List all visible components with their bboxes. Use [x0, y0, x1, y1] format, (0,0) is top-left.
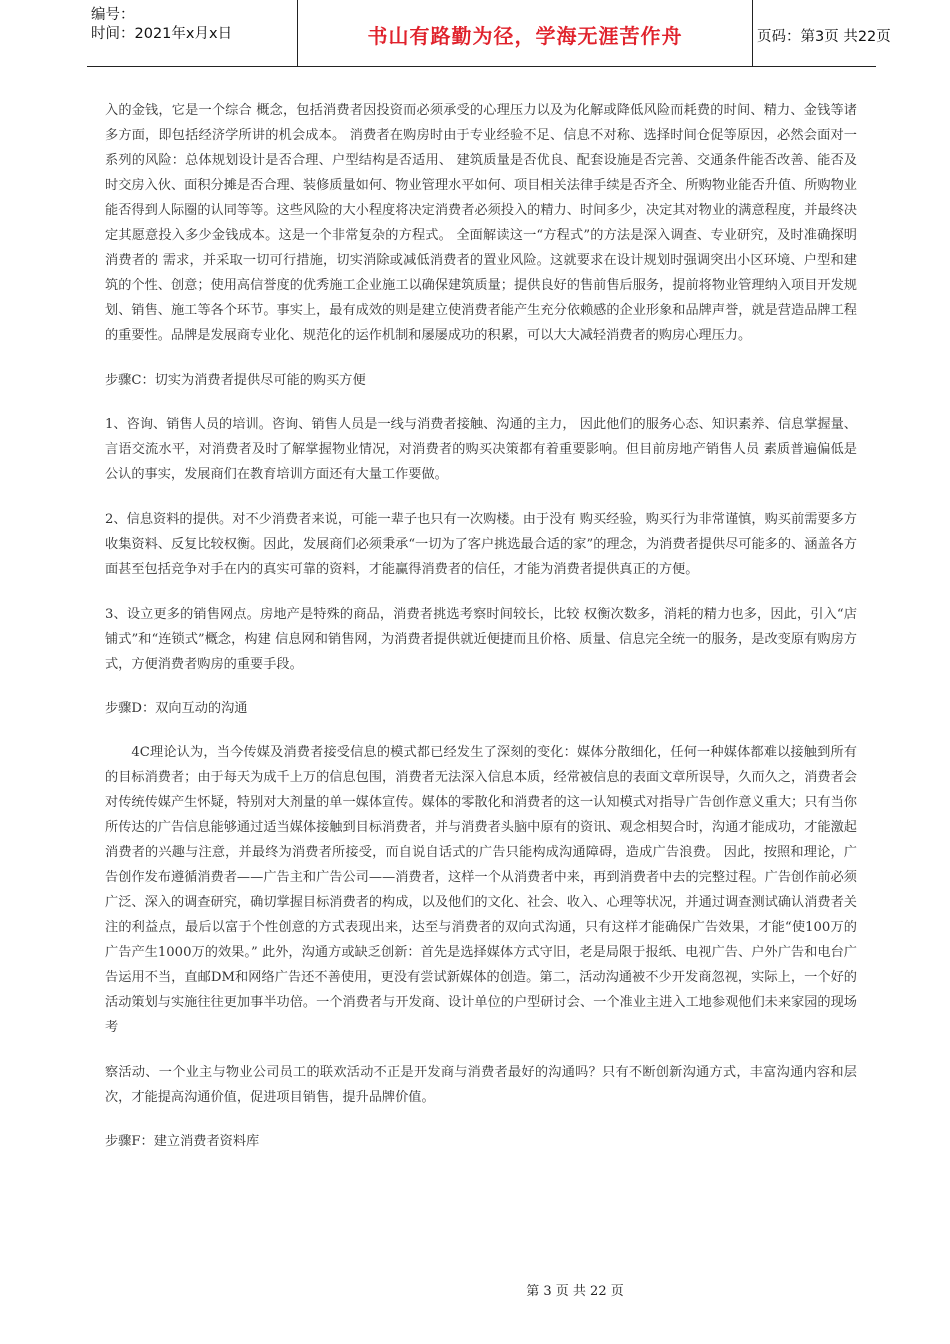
- body-paragraph: 2、信息资料的提供。对不少消费者来说，可能一辈子也只有一次购楼。由于没有 购买经验，购买行为非常谨慎，购买前需要多方收集资料、反复比较权衡。因此，发展商们必须秉承“一切为了客户挑选最合适的家”的理念，为消费者提供尽可能多的、涵盖各方面甚至包括竞争对手在内的真实可靠的资料，才能赢得消费者的信任，才能为消费者提供真正的方便。: [105, 512, 857, 577]
- document-time-label: 时间：2021年x月x日: [91, 26, 233, 42]
- page-header: [87, 0, 891, 68]
- section-heading: 步骤C：切实为消费者提供尽可能的购买方便: [105, 373, 366, 388]
- header-page-code: 页码：第3页 共22页: [757, 29, 891, 45]
- document-body: [105, 98, 857, 1154]
- page-footer: [0, 1280, 950, 1299]
- body-paragraph: 4C理论认为，当今传媒及消费者接受信息的模式都已经发生了深刻的变化：媒体分散细化，任何一种媒体都难以接触到所有的目标消费者；由于每天为成千上万的信息包围，消费者无法深入信息本质，经常被信息的表面文章所误导，久而久之，消费者会对传统传媒产生怀疑，特别对大剂量的单一媒体宣传。媒体的零散化和消费者的这一认知模式对指导广告创作意义重大；只有当你所传达的广告信息能够通过适当媒体接触到目标消费者，并与消费者头脑中原有的资讯、观念相契合时，沟通才能成功，才能激起消费者的兴趣与注意，并最终为消费者所接受，而自说自话式的广告只能构成沟通障碍，造成广告浪费。 因此，按照和理论，广告创作发布遵循消费者——广告主和广告公司——消费者，这样一个从消费者中来，再到消费者中去的完整过程。广告创作前必须广泛、深入的调查研究，确切掌握目标消费者的构成，以及他们的文化、社会、收入、心理等状况，并通过调查测试确认消费者关注的利益点，最后以富于个性创意的方式表现出来，达至与消费者的双向式沟通，只有这样才能确保广告效果，才能“使100万的广告产生1000万的效果。” 此外，沟通方或缺乏创新：首先是选择媒体方式守旧，老是局限于报纸、电视广告、户外广告和电台广告运用不当，直邮DM和网络广告还不善使用，更没有尝试新媒体的创造。第二，活动沟通被不少开发商忽视，实际上，一个好的活动策划与实施往往更加事半功倍。一个消费者与开发商、设计单位的户型研讨会、一个准业主进入工地参观他们未来家园的现场考: [105, 745, 857, 1035]
- section-heading: 步骤D：双向互动的沟通: [105, 701, 248, 716]
- body-paragraph: 入的金钱，它是一个综合 概念，包括消费者因投资而必须承受的心理压力以及为化解或降低风险而耗费的时间、精力、金钱等诸多方面，即包括经济学所讲的机会成本。 消费者在购房时由于专业经验不足、信息不对称、选择时间仓促等原因，必然会面对一系列的风险：总体规划设计是否合理、户型结构是否适用、 建筑质量是否优良、配套设施是否完善、交通条件能否改善、能否及时交房入伙、面积分摊是否合理、装修质量如何、物业管理水平如何、项目相关法律手续是否齐全、所购物业能否升值、所购物业能否得到人际圈的认同等等。这些风险的大小程度将决定消费者必须投入的精力、时间多少，决定其对物业的满意程度，并最终决定其愿意投入多少金钱成本。这是一个非常复杂的方程式。 全面解读这一“方程式”的方法是深入调查、专业研究，及时准确探明消费者的 需求，并采取一切可行措施，切实消除或减低消费者的置业风险。这就要求在设计规划时强调突出小区环境、户型和建筑的个性、创意；使用高信誉度的优秀施工企业施工以确保建筑质量；提供良好的售前售后服务，提前将物业管理纳入项目开发规划、销售、施工等各个环节。事实上，最有成效的则是建立使消费者能产生充分依赖感的企业形象和品牌声誉，就是营造品牌工程的重要性。品牌是发展商专业化、规范化的运作机制和屡屡成功的积累，可以大大减轻消费者的购房心理压力。: [105, 103, 857, 343]
- body-paragraph: 察活动、一个业主与物业公司员工的联欢活动不正是开发商与消费者最好的沟通吗？只有不断创新沟通方式，丰富沟通内容和层次，才能提高沟通价值，促进项目销售，提升品牌价值。: [105, 1065, 857, 1105]
- document-number-label: 编号：: [91, 7, 135, 23]
- footer-page-number: 第 3 页 共 22 页: [526, 1284, 624, 1299]
- header-info-cell: [87, 0, 297, 67]
- header-motto: 书山有路勤为径，学海无涯苦作舟: [367, 24, 683, 48]
- body-paragraph: 1、咨询、销售人员的培训。咨询、销售人员是一线与消费者接触、沟通的主力， 因此他们的服务心态、知识素养、信息掌握量、言语交流水平，对消费者及时了解掌握物业情况，对消费者的购买决策都有着重要影响。但目前房地产销售人员 素质普遍偏低是公认的事实，发展商们在教育培训方面还有大量工作要做。: [105, 417, 857, 482]
- header-page-cell: [751, 0, 891, 67]
- header-motto-cell: [297, 0, 753, 67]
- section-heading: 步骤F：建立消费者资料库: [105, 1134, 260, 1149]
- body-paragraph: 3、设立更多的销售网点。房地产是特殊的商品，消费者挑选考察时间较长，比较 权衡次数多，消耗的精力也多，因此，引入“店铺式”和“连锁式”概念，构建 信息网和销售网，为消费者提供就近便捷而且价格、质量、信息完全统一的服务，是改变原有购房方式，方便消费者购房的重要手段。: [105, 607, 857, 672]
